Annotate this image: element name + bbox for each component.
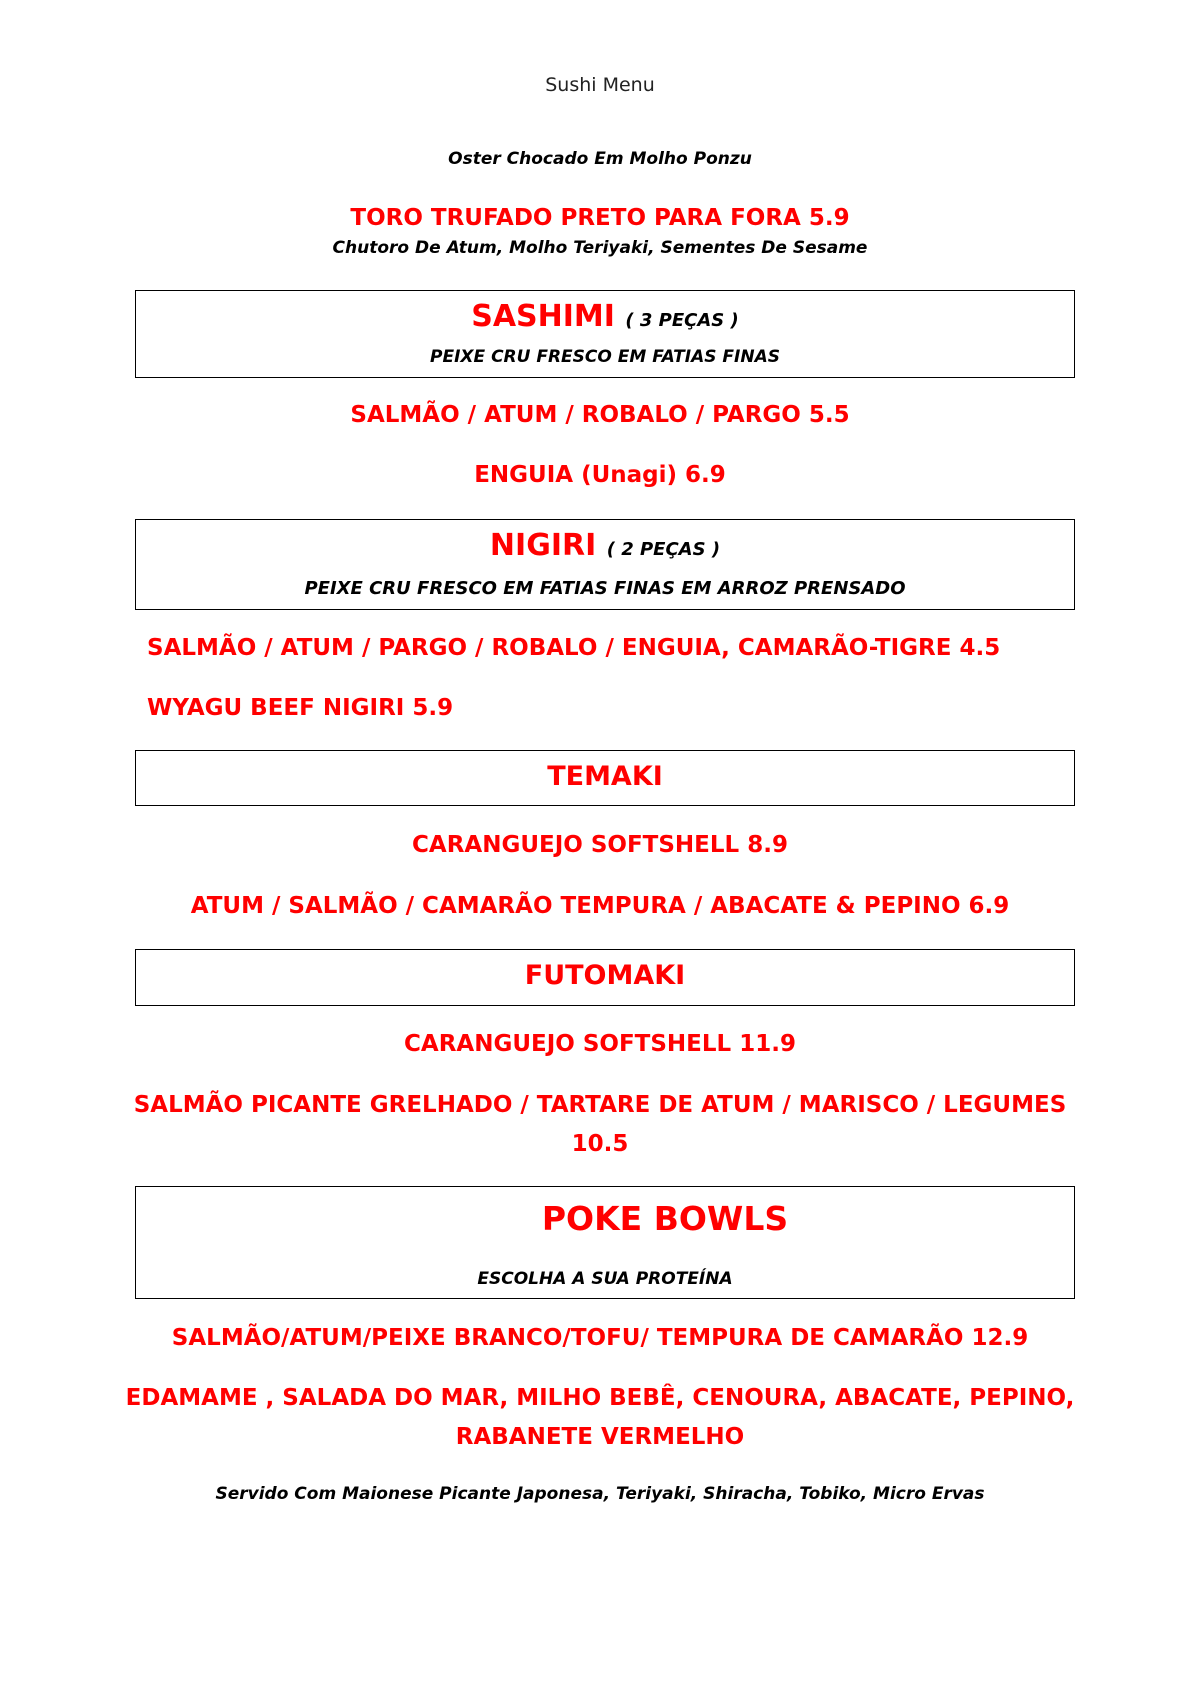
nigiri-quantity: ( 2 PEÇAS )	[606, 539, 721, 560]
nigiri-subtitle: PEIXE CRU FRESCO EM FATIAS FINAS EM ARROZ PRENSADO	[304, 578, 906, 599]
page-header: Sushi Menu	[545, 74, 655, 96]
temaki-section-box	[135, 750, 1075, 806]
poke-subtitle: ESCOLHA A SUA PROTEÍNA	[477, 1269, 733, 1289]
nigiri-section-box	[135, 519, 1075, 610]
sashimi-quantity: ( 3 PEÇAS )	[625, 310, 739, 331]
poke-title: POKE BOWLS	[541, 1199, 789, 1238]
temaki-item-1: CARANGUEJO SOFTSHELL 8.9	[412, 832, 788, 858]
sashimi-title-row	[136, 299, 1074, 334]
intro-item: TORO TRUFADO PRETO PARA FORA 5.9	[350, 205, 850, 231]
intro-description: Oster Chocado Em Molho Ponzu	[448, 149, 752, 169]
sashimi-item-2: ENGUIA (Unagi) 6.9	[474, 462, 726, 488]
poke-item-1: SALMÃO/ATUM/PEIXE BRANCO/TOFU/ TEMPURA DE CAMARÃO 12.9	[171, 1325, 1029, 1351]
intro-item-description: Chutoro De Atum, Molho Teriyaki, Sementes De Sesame	[332, 238, 868, 258]
temaki-title: TEMAKI	[547, 761, 663, 792]
sashimi-item-1: SALMÃO / ATUM / ROBALO / PARGO 5.5	[350, 402, 850, 428]
poke-section-box	[135, 1186, 1075, 1299]
futomaki-title: FUTOMAKI	[524, 960, 686, 991]
poke-item-2-line-1: EDAMAME , SALADA DO MAR, MILHO BEBÊ, CENOURA, ABACATE, PEPINO,	[125, 1385, 1075, 1411]
poke-item-2-line-2: RABANETE VERMELHO	[455, 1424, 745, 1450]
sashimi-title: SASHIMI	[471, 299, 615, 334]
nigiri-item-2: WYAGU BEEF NIGIRI 5.9	[147, 695, 454, 721]
sashimi-section-box	[135, 290, 1075, 378]
futomaki-item-1: CARANGUEJO SOFTSHELL 11.9	[404, 1031, 796, 1057]
futomaki-item-2-line-1: SALMÃO PICANTE GRELHADO / TARTARE DE ATUM / MARISCO / LEGUMES	[133, 1092, 1067, 1118]
futomaki-item-2-line-2: 10.5	[571, 1131, 629, 1157]
nigiri-item-1: SALMÃO / ATUM / PARGO / ROBALO / ENGUIA, CAMARÃO-TIGRE 4.5	[147, 635, 1001, 661]
nigiri-title: NIGIRI	[489, 528, 597, 563]
sashimi-subtitle: PEIXE CRU FRESCO EM FATIAS FINAS	[430, 347, 780, 367]
futomaki-section-box	[135, 949, 1075, 1006]
temaki-item-2: ATUM / SALMÃO / CAMARÃO TEMPURA / ABACATE & PEPINO 6.9	[190, 893, 1010, 919]
poke-footer-note: Servido Com Maionese Picante Japonesa, Teriyaki, Shiracha, Tobiko, Micro Ervas	[215, 1484, 985, 1504]
nigiri-title-row	[136, 528, 1074, 563]
